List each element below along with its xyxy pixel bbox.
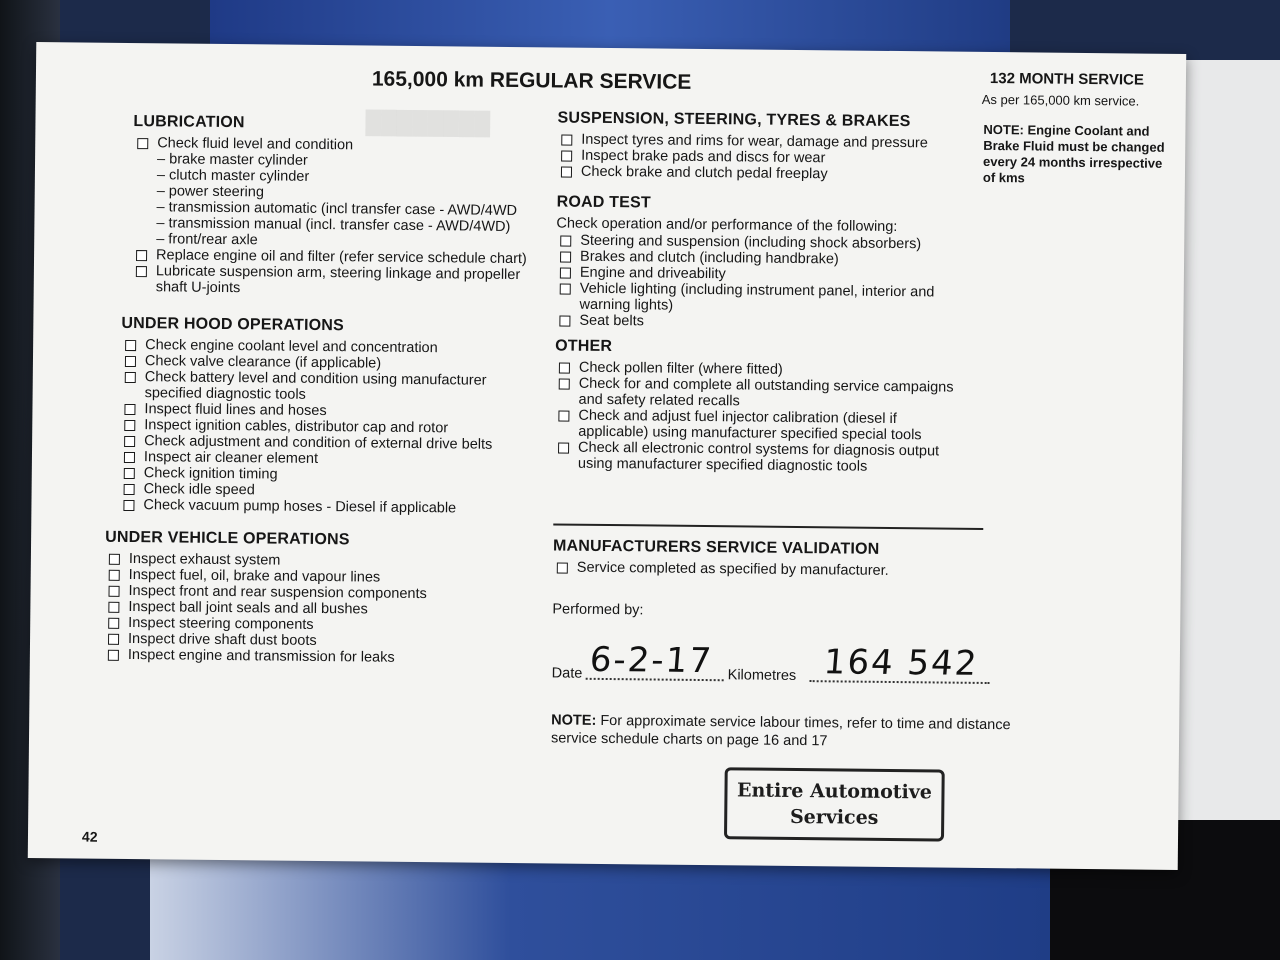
performed-by-label: Performed by: — [552, 601, 644, 619]
checklist-item-text: Inspect steering components — [128, 614, 314, 633]
section-heading: SUSPENSION, STEERING, TYRES & BRAKES — [557, 109, 911, 131]
checklist-item-text: Vehicle lighting (including instrument panel, interior and warning lights) — [579, 280, 935, 314]
checklist-item[interactable] — [119, 497, 539, 517]
other-list — [554, 359, 965, 475]
checklist-item-text: Inspect ignition cables, distributor cap and rotor — [144, 417, 449, 437]
checklist-item[interactable] — [121, 369, 541, 405]
checkbox[interactable] — [136, 250, 147, 261]
checklist-item[interactable] — [556, 280, 966, 316]
checkbox[interactable] — [560, 283, 571, 294]
under-hood-list — [119, 337, 541, 517]
checkbox[interactable] — [560, 267, 571, 278]
validation-list — [553, 559, 973, 579]
checkbox[interactable] — [124, 484, 135, 495]
checklist-item-text: Inspect tyres and rims for wear, damage and pressure — [581, 131, 928, 152]
footer-note: NOTE: For approximate service labour times, refer to time and distance service schedule charts on page 16 and 17 — [550, 712, 1011, 750]
checkbox[interactable] — [123, 500, 134, 511]
checkbox[interactable] — [108, 634, 119, 645]
checklist-item-text: Inspect drive shaft dust boots — [127, 630, 317, 649]
checkbox[interactable] — [559, 362, 570, 373]
handwritten-kilometres: 164 542 — [822, 642, 981, 684]
checkbox[interactable] — [560, 235, 571, 246]
service-page — [28, 42, 1186, 870]
service-stamp — [724, 767, 945, 841]
checklist-item-text: Inspect fuel, oil, brake and vapour lines — [128, 566, 381, 586]
page-number: 42 — [81, 828, 98, 845]
checkbox[interactable] — [558, 410, 569, 421]
checklist-item[interactable] — [554, 439, 964, 475]
road-test-list — [555, 232, 966, 332]
checklist-item-text: Check ignition timing — [143, 465, 278, 483]
checklist-item-text: transmission manual (incl. transfer case - AWD/4WD) — [168, 215, 511, 235]
checkbox[interactable] — [136, 266, 147, 277]
checkbox[interactable] — [108, 586, 119, 597]
checklist-item-text: Inspect ball joint seals and all bushes — [128, 598, 368, 618]
handwritten-date: 6-2-17 — [588, 639, 715, 682]
checklist-item[interactable] — [554, 407, 964, 443]
stamp-line-1: Entire Automotive — [736, 779, 933, 804]
checklist-item-text: Check pollen filter (where fitted) — [578, 359, 783, 378]
section-road-test — [555, 193, 966, 332]
section-under-hood — [119, 315, 541, 517]
section-heading: UNDER HOOD OPERATIONS — [121, 314, 345, 335]
checkbox[interactable] — [109, 554, 120, 565]
kilometres-label: Kilometres — [727, 667, 797, 684]
checkbox[interactable] — [108, 618, 119, 629]
month-service-subtitle: As per 165,000 km service. — [981, 91, 1140, 109]
month-service-title: 132 MONTH SERVICE — [989, 69, 1144, 89]
stamp-line-2: Services — [789, 805, 879, 829]
checklist-item-text: Check for and complete all outstanding service campaigns and safety related recalls — [578, 375, 954, 410]
checkbox[interactable] — [125, 340, 136, 351]
checklist-item-text: Check vacuum pump hoses - Diesel if applicable — [143, 497, 457, 517]
checklist-item-text: clutch master cylinder — [168, 167, 310, 185]
checklist-item-text: Check idle speed — [143, 481, 255, 499]
checklist-item-text: Engine and driveability — [579, 264, 726, 283]
checkbox[interactable] — [561, 151, 572, 162]
section-divider — [553, 523, 983, 530]
checkbox[interactable] — [125, 372, 136, 383]
checklist-item[interactable] — [557, 163, 967, 183]
section-suspension — [557, 109, 968, 183]
checklist-item[interactable] — [555, 312, 965, 332]
checkbox[interactable] — [557, 562, 568, 573]
under-vehicle-list — [104, 551, 525, 667]
coolant-brake-note: NOTE: Engine Coolant and Brake Fluid must be changed every 24 months irrespective of kms — [982, 121, 1165, 186]
suspension-list — [557, 131, 967, 183]
checklist-item-text: Check adjustment and condition of external drive belts — [144, 433, 493, 453]
validation-item[interactable]: Service completed as specified by manufacturer. — [553, 559, 973, 579]
checklist-item[interactable] — [555, 375, 965, 411]
checkbox[interactable] — [137, 138, 148, 149]
checklist-item-text: Inspect air cleaner element — [143, 449, 319, 467]
checklist-item-text: Check all electronic control systems for diagnosis output using manufacturer specified diagnostic tools — [577, 439, 940, 475]
checklist-item-text: Check valve clearance (if applicable) — [144, 353, 382, 372]
checklist-item-text: Lubricate suspension arm, steering linkage and propeller shaft U-joints — [155, 263, 521, 297]
lubrication-list — [132, 135, 544, 299]
section-heading: ROAD TEST — [556, 193, 651, 212]
checklist-item-text: brake master cylinder — [169, 151, 308, 169]
checkbox[interactable] — [559, 315, 570, 326]
checklist-item-text: Inspect fluid lines and hoses — [144, 401, 327, 420]
checklist-item-text: Check battery level and condition using manufacturer specified diagnostic tools — [144, 369, 487, 403]
checklist-item-text: Replace engine oil and filter (refer service schedule chart) — [155, 247, 527, 268]
section-heading: LUBRICATION — [133, 113, 245, 132]
checklist-item-text: Check brake and clutch pedal freeplay — [580, 163, 828, 183]
checklist-item-text: front/rear axle — [168, 231, 258, 249]
checkbox[interactable] — [108, 650, 119, 661]
checkbox[interactable] — [124, 468, 135, 479]
checklist-item-text: Inspect front and rear suspension components — [128, 582, 427, 603]
checklist-item[interactable] — [104, 647, 524, 667]
checkbox[interactable] — [558, 442, 569, 453]
checklist-item[interactable] — [132, 263, 542, 299]
checkbox[interactable] — [125, 356, 136, 367]
checklist-item-text: Brakes and clutch (including handbrake) — [580, 248, 839, 268]
checklist-item-text: Inspect brake pads and discs for wear — [581, 147, 826, 167]
checklist-item-text: transmission automatic (incl transfer case - AWD/4WD — [168, 199, 518, 220]
bleed-through-text: ████████ — [365, 109, 491, 136]
checkbox[interactable] — [124, 436, 135, 447]
section-validation — [553, 537, 973, 579]
checkbox[interactable] — [109, 570, 120, 581]
page-title: 165,000 km REGULAR SERVICE — [371, 67, 692, 94]
checklist-item-text: Check and adjust fuel injector calibration (diesel if applicable) using manufacturer specified special tools — [578, 407, 922, 444]
checklist-item-text: Inspect engine and transmission for leaks — [127, 646, 395, 666]
checklist-item-text: Inspect exhaust system — [128, 550, 281, 569]
checkbox[interactable] — [559, 378, 570, 389]
checkbox[interactable] — [108, 602, 119, 613]
checklist-item-text: Check engine coolant level and concentration — [145, 337, 438, 357]
section-heading: UNDER VEHICLE OPERATIONS — [105, 528, 350, 549]
checkbox[interactable] — [124, 404, 135, 415]
date-label: Date — [551, 665, 583, 682]
checklist-item-text: Steering and suspension (including shock absorbers) — [580, 232, 922, 253]
section-heading: OTHER — [555, 337, 613, 356]
checkbox[interactable] — [124, 420, 135, 431]
checkbox[interactable] — [560, 251, 571, 262]
checklist-item-text: Seat belts — [579, 312, 644, 330]
checkbox[interactable] — [561, 135, 572, 146]
section-under-vehicle — [104, 529, 525, 667]
checkbox[interactable] — [561, 167, 572, 178]
section-lubrication — [132, 113, 544, 299]
road-test-intro: Check operation and/or performance of the following: — [556, 215, 898, 236]
checklist-item-text: Check fluid level and condition — [157, 135, 354, 154]
checkbox[interactable] — [124, 452, 135, 463]
checklist-item-text: power steering — [168, 183, 265, 201]
date-kilometres-row — [552, 639, 992, 690]
section-heading: MANUFACTURERS SERVICE VALIDATION — [552, 537, 880, 558]
section-other — [554, 337, 965, 475]
